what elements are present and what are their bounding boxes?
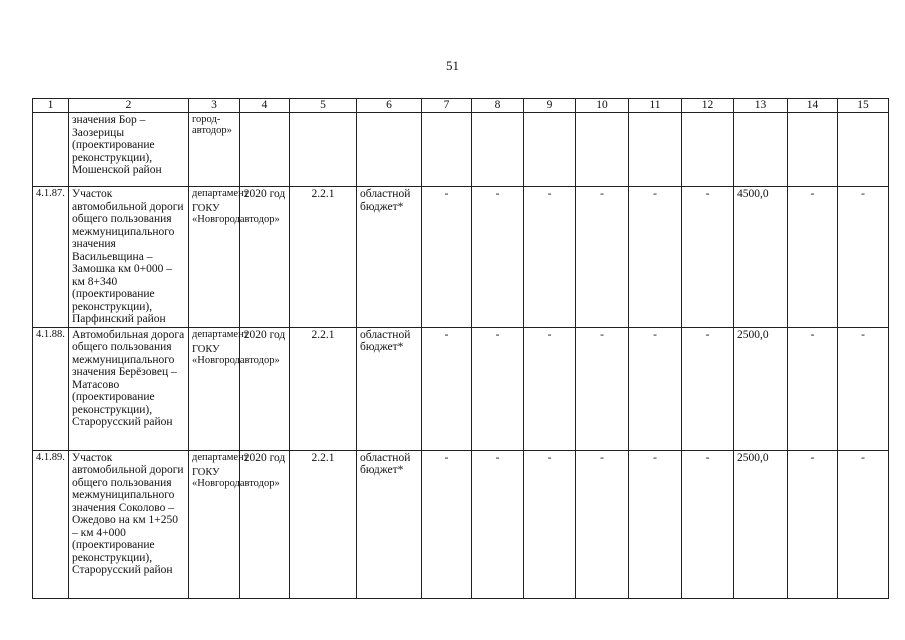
header-cell: 11: [629, 99, 682, 113]
period: [240, 113, 290, 187]
value-13: 2500,0: [734, 450, 788, 598]
row-number: 4.1.88.: [33, 327, 69, 450]
executor-primary: департамент: [192, 328, 249, 340]
header-cell: 2: [69, 99, 189, 113]
executor-secondary: ГОКУ «Новгородавтодор»: [192, 466, 280, 489]
funding-source: [357, 113, 422, 187]
value-12: -: [682, 187, 734, 328]
target-code: 2.2.1: [290, 327, 357, 450]
value-7: -: [422, 450, 472, 598]
value-14: [788, 113, 838, 187]
value-9: -: [524, 327, 576, 450]
value-7: -: [422, 187, 472, 328]
value-15: [838, 113, 889, 187]
value-9: -: [524, 450, 576, 598]
value-13: [734, 113, 788, 187]
value-15: -: [838, 450, 889, 598]
period: 2020 год: [240, 327, 290, 450]
value-8: -: [472, 450, 524, 598]
value-11: -: [629, 187, 682, 328]
target-code: 2.2.1: [290, 187, 357, 328]
header-cell: 15: [838, 99, 889, 113]
value-14: -: [788, 450, 838, 598]
program-table: [32, 98, 889, 599]
executor-secondary: ГОКУ «Новгородавтодор»: [192, 343, 280, 366]
executor-primary: департамент: [192, 188, 249, 199]
value-11: [629, 113, 682, 187]
row-number: [33, 113, 69, 187]
value-15: -: [838, 327, 889, 450]
object-name: Автомобильная дорога общего пользования межмуниципального значения Берёзовец – Матасово (проектирование реконструкции), Старорусский район: [69, 327, 189, 450]
funding-source: областной бюджет*: [357, 187, 422, 328]
header-cell: 4: [240, 99, 290, 113]
object-name: Участок автомобильной дороги общего пользования межмуниципального значения Соколово – Ожедово на км 1+250 – км 4+000 (проектирование реконструкции), Старорусский район: [69, 450, 189, 598]
page-number: 51: [446, 58, 459, 73]
value-7: -: [422, 327, 472, 450]
value-12: -: [682, 327, 734, 450]
header-cell: 5: [290, 99, 357, 113]
target-code: 2.2.1: [290, 450, 357, 598]
funding-source: областной бюджет*: [357, 327, 422, 450]
value-12: -: [682, 450, 734, 598]
header-cell: 6: [357, 99, 422, 113]
row-number: 4.1.87.: [33, 187, 69, 328]
header-cell: 13: [734, 99, 788, 113]
header-cell: 7: [422, 99, 472, 113]
period: 2020 год: [240, 187, 290, 328]
value-13: 2500,0: [734, 327, 788, 450]
executor-cell: [189, 113, 240, 187]
value-11: -: [629, 450, 682, 598]
value-10: -: [576, 327, 629, 450]
header-cell: 3: [189, 99, 240, 113]
header-cell: 14: [788, 99, 838, 113]
header-cell: 12: [682, 99, 734, 113]
value-15: -: [838, 187, 889, 328]
value-7: [422, 113, 472, 187]
value-9: -: [524, 187, 576, 328]
table-row: [33, 113, 889, 187]
value-14: -: [788, 187, 838, 328]
object-name: Участок автомобильной дороги общего пользования межмуниципального значения Васильевщина – Замошка км 0+000 – км 8+340 (проектирование реконструкции), Парфинский район: [69, 187, 189, 328]
executor-secondary: ГОКУ «Новгородавтодор»: [192, 203, 280, 225]
value-10: [576, 113, 629, 187]
header-row: [33, 99, 889, 113]
value-13: 4500,0: [734, 187, 788, 328]
table-row: [33, 450, 889, 598]
table-row: [33, 327, 889, 450]
value-8: -: [472, 327, 524, 450]
table-row: [33, 187, 889, 328]
value-9: [524, 113, 576, 187]
executor-primary: город-автодор»: [192, 114, 232, 136]
value-10: -: [576, 450, 629, 598]
value-8: [472, 113, 524, 187]
executor-primary: департамент: [192, 451, 249, 463]
value-14: -: [788, 327, 838, 450]
header-cell: 10: [576, 99, 629, 113]
period: 2020 год: [240, 450, 290, 598]
header-cell: 8: [472, 99, 524, 113]
target-code: [290, 113, 357, 187]
value-11: -: [629, 327, 682, 450]
header-cell: 1: [33, 99, 69, 113]
object-name: значения Бор – Заозерицы (проектирование реконструкции), Мошенской район: [69, 113, 189, 187]
value-12: [682, 113, 734, 187]
value-10: -: [576, 187, 629, 328]
funding-source: областной бюджет*: [357, 450, 422, 598]
header-cell: 9: [524, 99, 576, 113]
value-8: -: [472, 187, 524, 328]
row-number: 4.1.89.: [33, 450, 69, 598]
